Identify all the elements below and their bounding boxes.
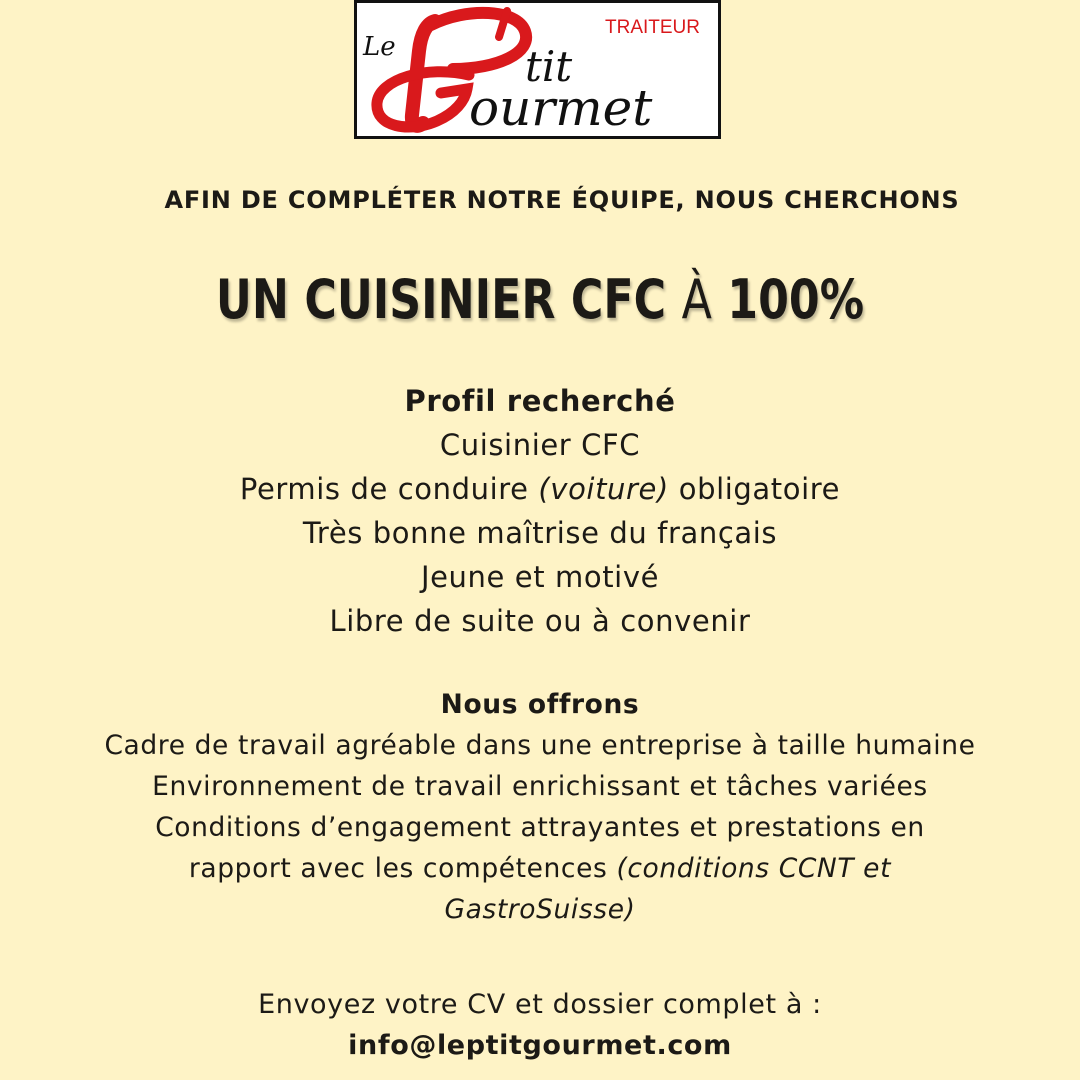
logo-ourmet: ourmet xyxy=(469,79,653,136)
logo-tit: tit xyxy=(525,42,573,91)
profil-section xyxy=(0,379,1080,643)
profil-item: Libre de suite ou à convenir xyxy=(329,604,751,638)
job-title-main: UN CUISINIER CFC xyxy=(215,268,682,331)
job-title xyxy=(97,268,983,331)
profil-item: Jeune et motivé xyxy=(420,560,660,594)
logo-graphic xyxy=(357,3,718,136)
offres-heading: Nous offrons xyxy=(440,689,640,720)
logo-le: Le xyxy=(363,32,396,62)
offres-item xyxy=(0,889,1080,930)
profil-item: Très bonne maîtrise du français xyxy=(302,516,778,550)
logo-p-bowl xyxy=(431,13,526,69)
profil-item: Cuisinier CFC xyxy=(439,428,641,462)
offres-item xyxy=(0,848,1080,889)
contact-section xyxy=(0,984,1080,1066)
company-logo xyxy=(354,0,721,139)
offres-item: Conditions d’engagement attrayantes et prestations en xyxy=(155,812,925,843)
offres-item-italic: (conditions CCNT et xyxy=(616,853,892,884)
job-title-accent: À xyxy=(681,268,712,331)
contact-text: Envoyez votre CV et dossier complet à : xyxy=(258,989,822,1020)
offres-item-text: rapport avec les compétences xyxy=(188,853,617,884)
offres-section xyxy=(0,684,1080,930)
profil-item-text: Permis de conduire xyxy=(239,472,539,506)
logo-traiteur: TRAITEUR xyxy=(605,17,700,38)
job-title-tail: 100% xyxy=(711,268,865,331)
contact-email-link[interactable]: info@leptitgourmet.com xyxy=(348,1030,732,1061)
profil-item-text: obligatoire xyxy=(668,472,841,506)
headline: AFIN DE COMPLÉTER NOTRE ÉQUIPE, NOUS CHERCHONS xyxy=(164,186,960,214)
offres-item: Cadre de travail agréable dans une entreprise à taille humaine xyxy=(104,730,976,761)
profil-item xyxy=(0,467,1080,511)
offres-item-italic: GastroSuisse) xyxy=(444,894,636,925)
profil-heading: Profil recherché xyxy=(404,384,676,418)
offres-item: Environnement de travail enrichissant et tâches variées xyxy=(152,771,928,802)
profil-item-italic: (voiture) xyxy=(538,472,669,506)
